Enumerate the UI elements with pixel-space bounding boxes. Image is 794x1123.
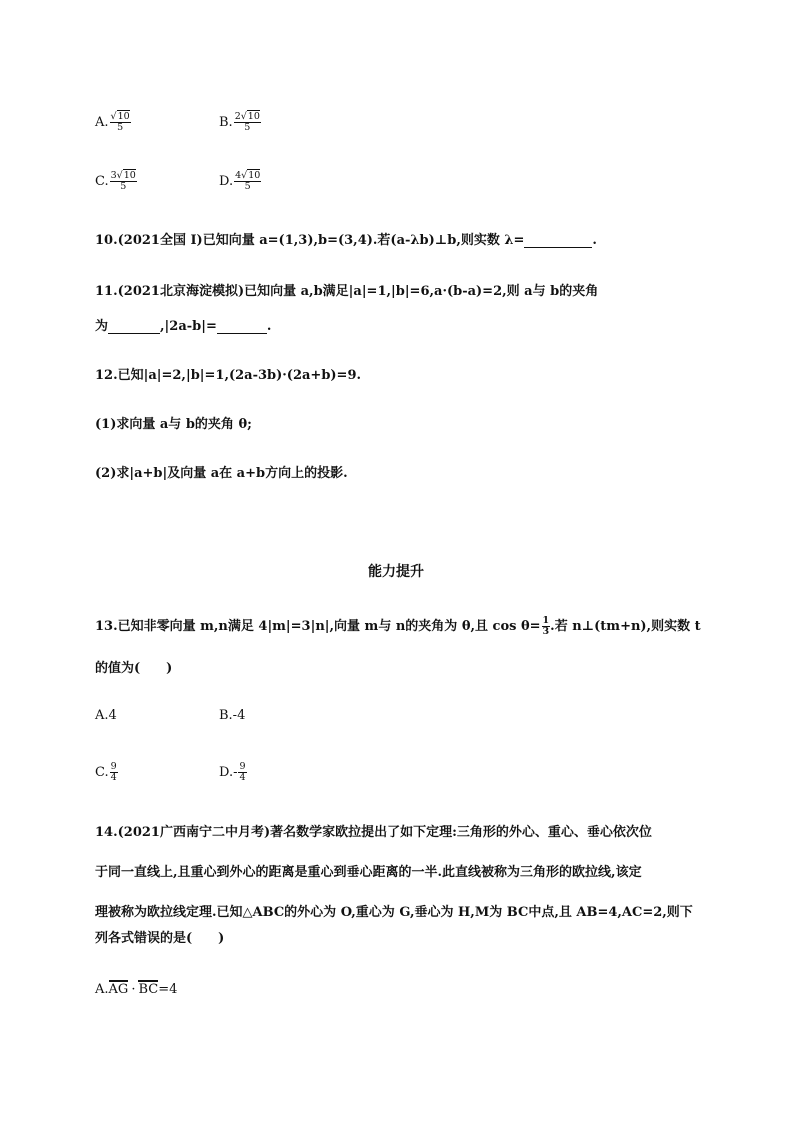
vector-ag: AG	[108, 982, 129, 997]
question-10: 10.(2021全国 Ⅰ)已知向量 a=(1,3),b=(3,4).若(a-λb)⊥b,则实数 λ= .	[95, 233, 597, 248]
q9-option-d: D. $\frac{4√10}{5}$	[219, 170, 261, 192]
fraction: $\frac{4√10}{5}$	[235, 170, 261, 192]
q9-option-c: C. $\frac{3√10}{5}$	[95, 170, 136, 192]
q9-option-b: B. $\frac{2√10}{5}$	[219, 111, 260, 133]
fraction: $\frac{9}{4}$	[239, 761, 246, 783]
question-13-line-2: 的值为( )	[95, 661, 173, 676]
question-12-part-2: (2)求|a+b|及向量 a在 a+b方向上的投影.	[95, 466, 348, 481]
q13-option-a: A.4	[95, 708, 117, 723]
answer-blank[interactable]	[108, 333, 160, 334]
question-11-line-2: 为 ,|2a-b|= .	[95, 319, 272, 334]
question-12-stem: 12.已知|a|=2,|b|=1,(2a-3b)·(2a+b)=9.	[95, 368, 362, 383]
question-14-line-3: 理被称为欧拉线定理.已知△ABC的外心为 O,重心为 G,垂心为 H,M为 BC中点,且 AB=4,AC=2,则下	[95, 905, 693, 920]
q13-option-c: C. $\frac{9}{4}$	[95, 761, 117, 783]
section-title: 能力提升	[368, 564, 424, 580]
q9-option-a: A. $\frac{√10}{5}$	[95, 111, 130, 133]
q14-option-a: A.AG · BC=4	[95, 982, 178, 997]
vector-bc: BC	[138, 982, 159, 997]
question-14-line-4: 列各式错误的是( )	[95, 931, 225, 946]
question-14-line-1: 14.(2021广西南宁二中月考)著名数学家欧拉提出了如下定理:三角形的外心、重心、垂心依次位	[95, 825, 652, 840]
question-14-line-2: 于同一直线上,且重心到外心的距离是重心到垂心距离的一半.此直线被称为三角形的欧拉线,该定	[95, 865, 642, 880]
answer-blank[interactable]	[217, 333, 267, 334]
fraction: $\frac{2√10}{5}$	[234, 111, 260, 133]
question-13-line-1: 13.已知非零向量 m,n满足 4|m|=3|n|,向量 m与 n的夹角为 θ,且 cos θ= $\frac{1}{3}$ .若 n⊥(tm+n),则实数 t	[95, 615, 701, 637]
q13-option-b: B.-4	[219, 708, 246, 723]
fraction-one-third: $\frac{1}{3}$	[542, 615, 550, 637]
question-11-line-1: 11.(2021北京海淀模拟)已知向量 a,b满足|a|=1,|b|=6,a·(b-a)=2,则 a与 b的夹角	[95, 284, 599, 299]
answer-blank[interactable]	[524, 247, 592, 248]
q13-option-d: D.- $\frac{9}{4}$	[219, 761, 246, 783]
fraction: $\frac{3√10}{5}$	[110, 170, 136, 192]
fraction: $\frac{√10}{5}$	[110, 111, 130, 133]
question-12-part-1: (1)求向量 a与 b的夹角 θ;	[95, 417, 252, 432]
fraction: $\frac{9}{4}$	[110, 761, 117, 783]
